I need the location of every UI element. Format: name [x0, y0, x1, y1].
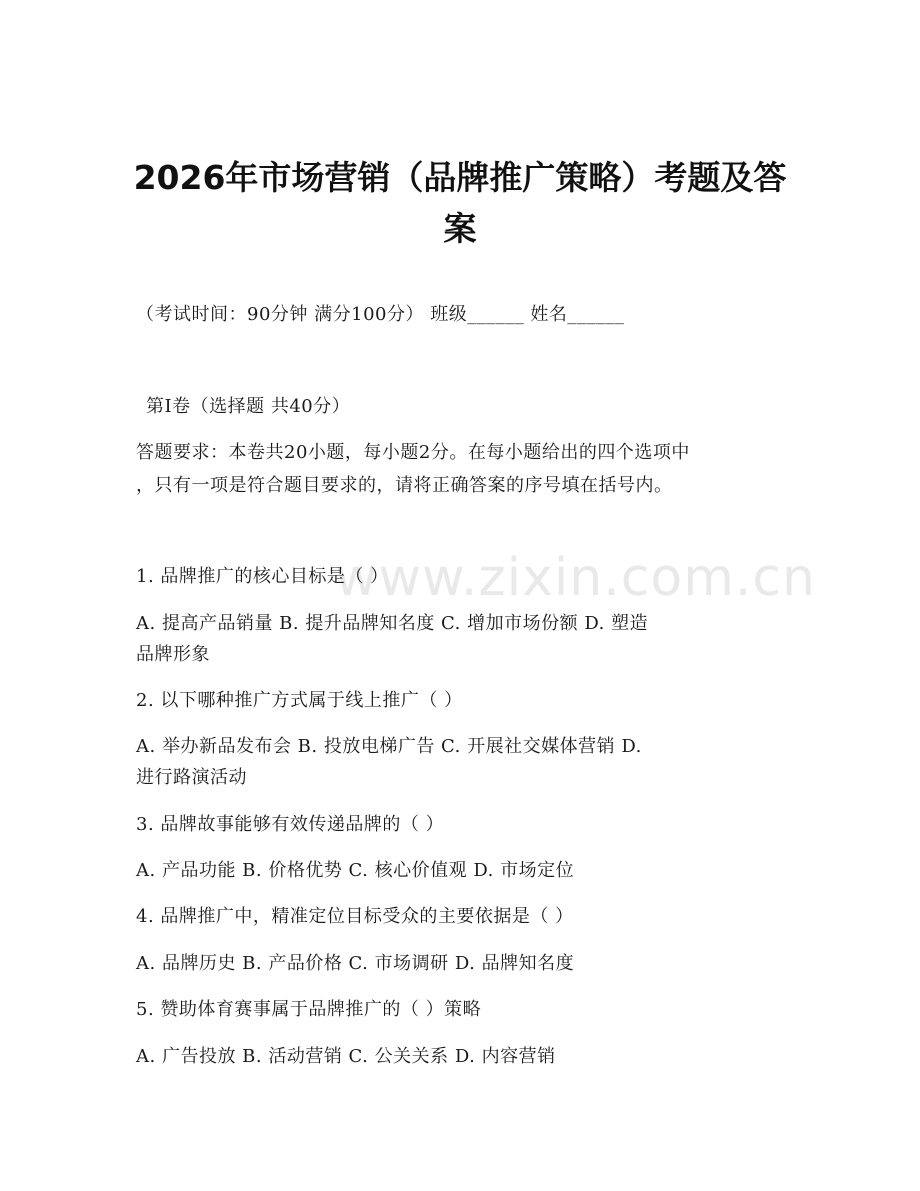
- section-heading: 第Ⅰ卷（选择题 共40分）: [146, 396, 351, 417]
- question-4-stem: 4. 品牌推广中，精准定位目标受众的主要依据是（ ）: [136, 906, 574, 927]
- document-title-line-1: 2026年市场营销（品牌推广策略）考题及答: [133, 158, 787, 197]
- question-4-options: A. 品牌历史 B. 产品价格 C. 市场调研 D. 品牌知名度: [136, 953, 575, 974]
- watermark: www.zixin.com.cn: [335, 548, 816, 608]
- document-title-line-2: 案: [443, 209, 477, 248]
- question-2-stem: 2. 以下哪种推广方式属于线上推广（ ）: [136, 690, 463, 711]
- question-5-options: A. 广告投放 B. 活动营销 C. 公关关系 D. 内容营销: [136, 1046, 556, 1067]
- question-1-options-cont: 品牌形象: [136, 644, 210, 665]
- instructions-line-2: ，只有一项是符合题目要求的，请将正确答案的序号填在括号内。: [136, 475, 673, 496]
- question-1-stem: 1. 品牌推广的核心目标是（ ）: [136, 566, 389, 587]
- question-2-options-cont: 进行路演活动: [136, 767, 247, 788]
- exam-info: （考试时间：90分钟 满分100分） 班级______ 姓名______: [136, 304, 625, 325]
- question-2-options: A. 举办新品发布会 B. 投放电梯广告 C. 开展社交媒体营销 D.: [136, 736, 642, 757]
- question-3-stem: 3. 品牌故事能够有效传递品牌的（ ）: [136, 814, 445, 835]
- question-5-stem: 5. 赞助体育赛事属于品牌推广的（ ）策略: [136, 999, 482, 1020]
- question-3-options: A. 产品功能 B. 价格优势 C. 核心价值观 D. 市场定位: [136, 860, 575, 881]
- question-1-options: A. 提高产品销量 B. 提升品牌知名度 C. 增加市场份额 D. 塑造: [136, 613, 649, 634]
- instructions-line-1: 答题要求：本卷共20小题，每小题2分。在每小题给出的四个选项中: [136, 442, 690, 463]
